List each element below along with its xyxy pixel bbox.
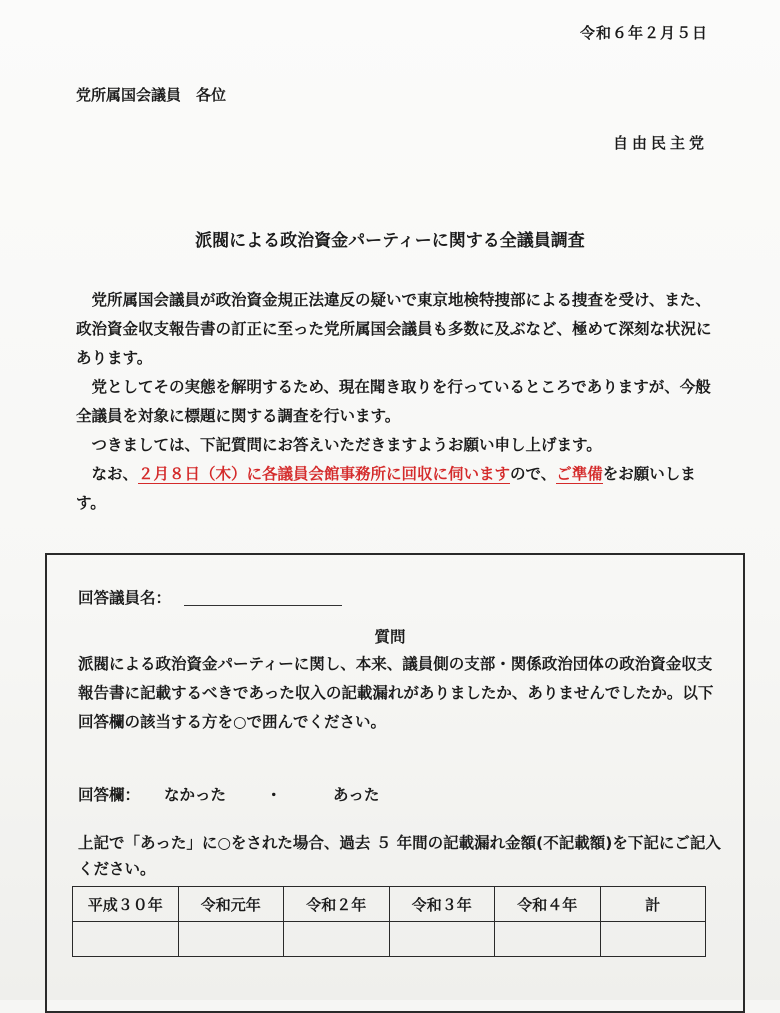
header-r3: 令和３年 bbox=[389, 887, 495, 922]
amount-cell-r1[interactable] bbox=[178, 922, 284, 957]
answer-label: 回答欄： bbox=[78, 786, 141, 804]
amount-cell-r2[interactable] bbox=[284, 922, 390, 957]
header-r2: 令和２年 bbox=[284, 887, 390, 922]
sender: 自由民主党 bbox=[612, 134, 708, 152]
answer-option-yes[interactable]: あった bbox=[333, 786, 380, 804]
unreported-amount-table bbox=[72, 886, 706, 957]
p4-suffix: をお願いします。 bbox=[76, 465, 696, 512]
amount-cell-h30[interactable] bbox=[73, 922, 179, 957]
body-paragraph-1: 党所属国会議員が政治資金規正法違反の疑いで東京地検特捜部による捜査を受け、また、政治資金収支報告書の訂正に至った党所属国会議員も多数に及ぶなど、極めて深刻な状況にあります。 bbox=[76, 291, 712, 367]
document-title: 派閥による政治資金パーティーに関する全議員調査 bbox=[195, 231, 585, 251]
amount-cell-total[interactable] bbox=[600, 922, 706, 957]
answer-option-none[interactable]: なかった bbox=[164, 786, 227, 804]
body-paragraph-4 bbox=[76, 460, 716, 518]
header-h30: 平成３０年 bbox=[73, 887, 179, 922]
respondent-name-label: 回答議員名： bbox=[78, 589, 172, 607]
p4-prefix: なお、 bbox=[91, 465, 139, 483]
preparation-emphasis: ご準備 bbox=[556, 465, 603, 483]
header-r1: 令和元年 bbox=[178, 887, 284, 922]
body-paragraph-3: つきましては、下記質問にお答えいただきますようお願い申し上げます。 bbox=[91, 436, 602, 454]
amount-cell-r4[interactable] bbox=[495, 922, 601, 957]
amount-cell-r3[interactable] bbox=[389, 922, 495, 957]
respondent-name-field[interactable] bbox=[184, 605, 342, 606]
p4-middle: ので、 bbox=[510, 465, 557, 483]
answer-separator: ・ bbox=[266, 786, 282, 804]
collection-date-emphasis: ２月８日（木）に各議員会館事務所に回収に伺います bbox=[138, 465, 511, 483]
document-date: 令和６年２月５日 bbox=[579, 24, 708, 42]
body-text bbox=[76, 286, 716, 518]
header-r4: 令和４年 bbox=[495, 887, 601, 922]
addressee: 党所属国会議員 各位 bbox=[76, 86, 227, 104]
question-text: 派閥による政治資金パーティーに関し、本来、議員側の支部・関係政治団体の政治資金収支報告書に記載するべきであった収入の記載漏れがありましたか、ありませんでしたか。以下回答欄の該当する方を○で囲んでください。 bbox=[78, 655, 714, 731]
question-heading: 質問 bbox=[374, 628, 406, 646]
table-input-row bbox=[73, 922, 706, 957]
header-total: 計 bbox=[600, 887, 706, 922]
table-header-row bbox=[73, 887, 706, 922]
amount-instruction: 上記で「あった」に○をされた場合、過去 ５ 年間の記載漏れ金額(不記載額)を下記にご記入ください。 bbox=[78, 834, 721, 878]
body-paragraph-2: 党としてその実態を解明するため、現在聞き取りを行っているところでありますが、今般全議員を対象に標題に関する調査を行います。 bbox=[76, 378, 711, 425]
